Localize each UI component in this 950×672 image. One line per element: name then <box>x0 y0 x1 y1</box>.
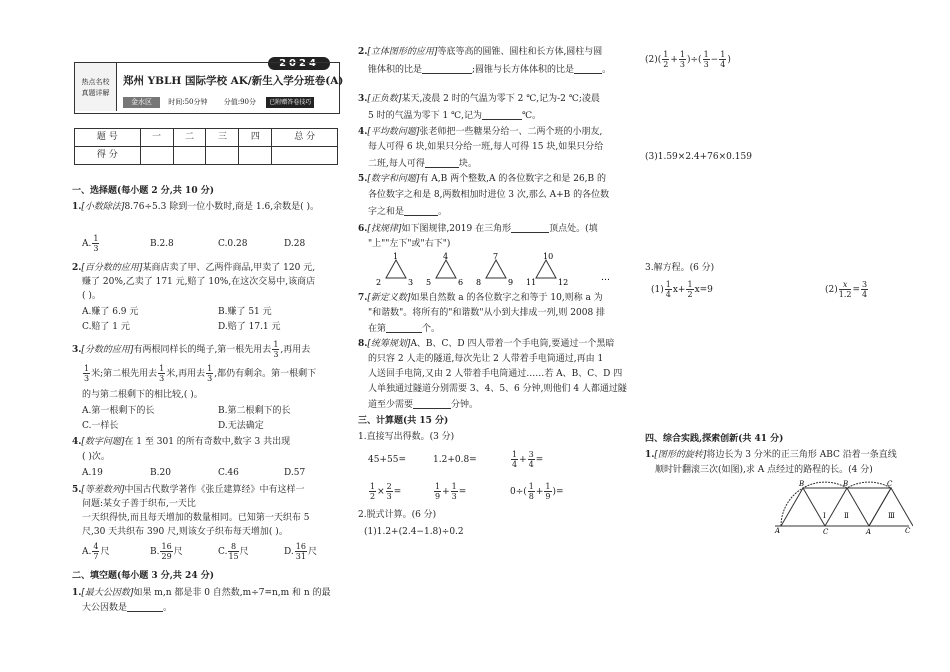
triangle-2-3 <box>825 488 891 526</box>
q-number: 5. <box>72 485 82 495</box>
answer-blank[interactable] <box>422 63 472 74</box>
q-text-line: 二班,每人可得 块。 <box>368 159 477 169</box>
score-cell[interactable] <box>173 147 206 165</box>
triangle-initial <box>781 488 825 526</box>
score-header-cell: 三 <box>206 129 239 147</box>
point-label: C <box>823 528 829 534</box>
side-line-2: 真题详解 <box>81 89 110 97</box>
pattern-ellipsis: … <box>601 273 610 283</box>
q-text: 8.76÷5.3 除到一位小数时,商是 1.6,余数是( )。 <box>124 202 319 212</box>
fill-3 <box>358 93 633 107</box>
q-text: 如下图规律,2019 在三角形 <box>401 224 512 234</box>
expression: $\frac{1}{9}$ + $\frac{1}{3}$ = <box>435 482 467 501</box>
question-1-options <box>72 234 342 254</box>
header-side-label <box>75 63 117 111</box>
q-tag: [找规律] <box>367 224 402 234</box>
pattern-number: 9 <box>508 278 514 287</box>
q-text-line: 顺时针翻滚三次(如图),求 A 点经过的路程的长。(4 分) <box>655 465 873 475</box>
answer-blank[interactable] <box>127 601 163 612</box>
q-text: 有两根同样长的绳子,第一根先用去 <box>133 345 272 355</box>
q-text-line: 人单独通过隧道分别需要 3、4、5、6 分钟,则他们 4 人都通过隧 <box>368 384 627 394</box>
q-text: 在 1 至 301 的所有奇数中,数字 3 共出现 <box>124 437 291 447</box>
option-a[interactable]: A.19 <box>82 468 103 478</box>
q-number: 8. <box>358 339 368 349</box>
q-number: 2. <box>358 47 368 57</box>
option-c[interactable]: C. $\frac{8}{15}$ 尺 <box>218 542 249 561</box>
option-c[interactable]: C.46 <box>218 468 239 478</box>
fill-6: 6.[找规律]如下图规律,2019 在三角形 顶点处。(填 <box>358 224 598 234</box>
q-tag: [分数的应用] <box>81 345 134 355</box>
answer-blank[interactable] <box>404 205 438 216</box>
q-text-line: 人送回手电筒,又由 2 人带着手电筒通过……若 A、B、C、D 四 <box>368 369 623 379</box>
pattern-triangle <box>436 260 456 278</box>
q-text: 如果 m,n 都是非 0 自然数,m÷7=n,m 和 n 的最 <box>133 588 331 598</box>
q-text-line: "上""左下"或"右下") <box>368 239 451 249</box>
q-text: ,再用去 <box>280 345 311 355</box>
option-b[interactable]: B.赚了 51 元 <box>218 307 272 317</box>
pattern-number: 5 <box>426 278 432 287</box>
q-number: 5. <box>358 174 368 184</box>
fraction: $\frac{1}{3}$ <box>93 234 99 253</box>
q-tag: [统筹规划] <box>367 339 411 349</box>
pattern-number: 10 <box>543 252 554 261</box>
q-text: 中国古代数学著作《张丘建算经》中有这样一 <box>124 485 305 495</box>
option-a[interactable]: A. $\frac{1}{3}$ <box>82 234 99 253</box>
answer-blank[interactable] <box>511 222 549 233</box>
pattern-number: 3 <box>408 278 414 287</box>
fill-2 <box>358 46 633 60</box>
fraction: $\frac{1}{3}$ <box>273 340 279 359</box>
q-number: 1. <box>72 588 82 598</box>
q-text-line: 道至少需要 分钟。 <box>368 400 479 410</box>
q-tag: [小数除法] <box>81 202 125 212</box>
question-1 <box>72 201 342 215</box>
fraction: $\frac{4}{7}$ <box>93 542 99 561</box>
q-text: A、B、C、D 四人带着一个手电筒,要通过一个黑暗 <box>410 339 615 349</box>
question-2 <box>72 262 342 276</box>
expression: (3)1.59×2.4+76×0.159 <box>645 152 752 162</box>
question-3-options-row2 <box>72 420 342 434</box>
point-label: C <box>887 480 893 488</box>
score-header-cell: 题 号 <box>75 129 141 147</box>
q-tag: [等差数列] <box>81 485 125 495</box>
calc-1-title: 1.直接写出得数。(3 分) <box>358 432 455 442</box>
score-header-cell: 四 <box>239 129 272 147</box>
option-c[interactable]: C.一样长 <box>82 421 119 431</box>
q-number: 1. <box>645 450 655 460</box>
q-tag: [立体图形的应用] <box>367 47 438 57</box>
q-text-line: ( )次。 <box>82 452 110 462</box>
point-label: A <box>775 527 781 534</box>
question-3 <box>72 340 342 359</box>
option-a[interactable]: A. $\frac{4}{7}$ 尺 <box>82 542 110 561</box>
score-header-cell: 一 <box>140 129 173 147</box>
point-label: B <box>843 480 849 488</box>
exam-title: 郑州 YBLH 国际学校 AK/新生入学分班卷(A) <box>123 75 344 87</box>
question-3-options-row1 <box>72 405 342 419</box>
score-table <box>74 128 338 165</box>
option-b[interactable]: B. $\frac{16}{29}$ 尺 <box>150 542 183 561</box>
option-b[interactable]: B.20 <box>150 468 171 478</box>
q-text-line: "和谐数"。将所有的"和谐数"从小到大排成一列,则 2008 排 <box>368 308 606 318</box>
q-number: 3. <box>72 345 82 355</box>
q-text-line: 字之和是 。 <box>368 207 448 217</box>
score-row-label: 得 分 <box>75 147 141 165</box>
q-text: 有 A,B 两个整数,A 的各位数字之和是 26,B 的 <box>419 174 607 184</box>
q-tag: [百分数的应用] <box>81 263 143 273</box>
triangle-4 <box>869 488 913 526</box>
section-2-title: 二、填空题(每小题 3 分,共 24 分) <box>72 571 214 581</box>
fill-8 <box>358 338 633 352</box>
option-d[interactable]: D.57 <box>284 468 306 478</box>
point-label: A <box>866 528 872 534</box>
q-tag: [图形的旋转] <box>654 450 707 460</box>
score-cell[interactable] <box>272 147 338 165</box>
q-tag: [数字问题] <box>81 437 125 447</box>
answer-blank[interactable] <box>482 109 522 120</box>
expression: 45+55= <box>368 455 406 465</box>
q-text-line: 的与第二根剩下的相比较,( )。 <box>82 390 203 400</box>
year-badge: 2024 <box>268 57 330 70</box>
section-3-title: 三、计算题(共 15 分) <box>358 416 449 426</box>
equation-1: (1) $\frac{1}{4}$ x+ $\frac{1}{2}$ x=9 <box>651 280 713 299</box>
q-number: 7. <box>358 293 368 303</box>
pattern-number: 4 <box>443 252 449 261</box>
calc-3-title: 3.解方程。(6 分) <box>645 263 715 273</box>
side-line-1: 热点名校 <box>81 78 110 86</box>
score-header-cell: 总 分 <box>272 129 338 147</box>
question-4-options <box>72 467 342 481</box>
question-4 <box>72 436 342 450</box>
q-number: 1. <box>72 202 82 212</box>
score-label: 分值:90分 <box>223 98 256 106</box>
answer-blank[interactable] <box>574 63 602 74</box>
q-text-line: 一天织得快,而且每天增加的数量相同。已知第一天织布 5 <box>82 513 310 523</box>
q-tag: [数字和问题] <box>367 174 420 184</box>
triangle-1 <box>803 488 847 526</box>
rolling-triangle-figure <box>773 478 913 534</box>
q-text: 某商店卖了甲、乙两件商品,甲卖了 120 元, <box>142 263 316 273</box>
q-text-line: 赚了 20%,乙卖了 171 元,赔了 10%,在这次交易中,该商店 <box>82 277 316 287</box>
option-b[interactable]: B.第二根剩下的长 <box>218 406 291 416</box>
calc-row-1 <box>358 450 633 474</box>
expression: $\frac{1}{2}$ × $\frac{2}{3}$ = <box>370 482 402 501</box>
q-number: 4. <box>358 127 368 137</box>
answer-blank[interactable] <box>413 398 451 409</box>
fraction: $\frac{1}{3}$ <box>207 364 213 383</box>
q-number: 3. <box>358 94 368 104</box>
answer-blank[interactable] <box>425 157 459 168</box>
point-label: B <box>799 480 805 488</box>
q-text-line: 大公因数是 。 <box>82 603 173 613</box>
pattern-number: 6 <box>458 278 464 287</box>
q-text-line: 锥体积的比是 ;圆锥与长方体体积的比是 。 <box>368 65 612 75</box>
expression: $\frac{1}{4}$ + $\frac{3}{4}$ = <box>512 450 544 469</box>
pattern-number: 1 <box>393 252 399 261</box>
q-text-line: 的只容 2 人走的隧道,每次先让 2 人带着手电筒通过,再由 1 <box>368 354 604 364</box>
fraction: $\frac{16}{31}$ <box>295 542 306 561</box>
pattern-number: 7 <box>493 252 499 261</box>
pattern-triangle <box>386 260 406 278</box>
q-text-line: 5 时的气温为零下 1 ℃,记为 ℃。 <box>368 111 542 121</box>
fraction: $\frac{16}{29}$ <box>161 542 172 561</box>
q-text: 如果自然数 a 的各位数字之和等于 10,则称 a 为 <box>410 293 603 303</box>
q-text: 等底等高的圆锥、圆柱和长方体,圆柱与圆 <box>437 47 603 57</box>
q-text-line: 各位数字之和是 8,两数相加时进位 3 次,那么 A+B 的各位数 <box>368 190 610 200</box>
pattern-triangle <box>536 260 556 278</box>
roll-step-label: Ⅱ <box>844 512 849 520</box>
q-text-line: 在第 个。 <box>368 324 441 334</box>
fill-7 <box>358 292 633 306</box>
triangle-pattern-figure <box>376 252 616 288</box>
score-table-score-row <box>75 147 338 165</box>
question-5 <box>72 484 342 498</box>
score-cell[interactable] <box>140 147 173 165</box>
option-b[interactable]: B.2.8 <box>150 239 174 249</box>
calc-2-title: 2.脱式计算。(6 分) <box>358 510 437 520</box>
pattern-number: 8 <box>476 278 482 287</box>
q-text-line: 问题:某女子善于织布,一天比 <box>82 499 196 509</box>
q-tag: [平均数问题] <box>367 127 420 137</box>
expression: (2)( $\frac{1}{2}$ + $\frac{1}{3}$ )÷( $\frac{1}{3}$ − $\frac{1}{4}$ ) <box>645 50 731 69</box>
equation-2: (2) $\frac{x}{1.2}$ = $\frac{3}{4}$ <box>825 280 868 299</box>
district-tag: 金水区 <box>123 97 160 108</box>
q-tag: [正负数] <box>367 94 402 104</box>
option-d[interactable]: D.28 <box>284 239 306 249</box>
roll-step-label: Ⅲ <box>888 512 895 520</box>
calc-row-2 <box>358 482 633 506</box>
point-label: C <box>905 527 911 534</box>
q-number: 2. <box>72 263 82 273</box>
q-number: 6. <box>358 224 368 234</box>
q-text: 张老师把一些糖果分给一、二两个班的小朋友, <box>419 127 603 137</box>
option-a[interactable]: A.赚了 6.9 元 <box>82 307 139 317</box>
option-c[interactable]: C.0.28 <box>218 239 248 249</box>
q-text-line: $\frac{1}{3}$ 米;第二根先用去 $\frac{1}{3}$ 米,再用去 $\frac{1}{3}$ ,都仍有剩余。第一根剩下 <box>84 364 317 383</box>
time-label: 时间:50分钟 <box>168 98 208 106</box>
option-d[interactable]: D. $\frac{16}{31}$ 尺 <box>284 542 317 561</box>
q-tag: [最大公因数] <box>81 588 134 598</box>
q-text-line: 尺,30 天共织布 390 尺,则该女子织布每天增加( )。 <box>82 527 288 537</box>
q-text: 将边长为 3 分米的正三角形 ABC 沿着一条直线 <box>706 450 897 460</box>
section-1-title: 一、选择题(每小题 2 分,共 10 分) <box>72 186 214 196</box>
question-2-options-row2 <box>72 321 342 335</box>
expression: 1.2+0.8= <box>433 455 477 465</box>
bonus-stamp: 已附赠答卷技巧 <box>266 97 314 108</box>
question-2-options-row1 <box>72 306 342 320</box>
fraction: $\frac{8}{15}$ <box>228 542 239 561</box>
q-number: 4. <box>72 437 82 447</box>
fill-5 <box>358 173 633 187</box>
roll-step-label: Ⅰ <box>823 512 826 520</box>
q-text-line: ( )。 <box>82 291 101 301</box>
problem-1 <box>645 449 915 463</box>
option-c[interactable]: C.赔了 1 元 <box>82 322 130 332</box>
section-4-title: 四、综合实践,探索创新(共 41 分) <box>645 434 784 444</box>
score-table-header-row <box>75 129 338 147</box>
pattern-number: 11 <box>526 278 537 287</box>
fraction: $\frac{1}{3}$ <box>84 364 90 383</box>
score-header-cell: 二 <box>173 129 206 147</box>
fraction: $\frac{1}{3}$ <box>159 364 165 383</box>
score-cell[interactable] <box>239 147 272 165</box>
pattern-number: 12 <box>558 278 569 287</box>
q-text: 某天,凌晨 2 时的气温为零下 2 ℃,记为-2 ℃;凌晨 <box>401 94 600 104</box>
question-5-options <box>72 542 342 564</box>
pattern-triangle <box>486 260 506 278</box>
expression: (1)1.2+(2.4−1.8)÷0.2 <box>364 527 464 537</box>
option-d[interactable]: D.赔了 17.1 元 <box>218 322 281 332</box>
expression: 0÷( $\frac{1}{8}$ + $\frac{1}{9}$ )= <box>510 482 564 501</box>
q-tag: [新定义数] <box>367 293 411 303</box>
exam-header-box <box>74 62 344 114</box>
answer-blank[interactable] <box>386 322 422 333</box>
exam-info-bar <box>123 97 338 108</box>
q-text-line: 每人可得 6 块,如果只分给一班,每人可得 15 块,如果只分给 <box>368 142 604 152</box>
score-cell[interactable] <box>206 147 239 165</box>
equation-row <box>645 280 915 304</box>
fill-1 <box>72 587 342 601</box>
fill-4 <box>358 126 633 140</box>
pattern-number: 2 <box>376 278 382 287</box>
rolling-arc-path <box>781 482 891 526</box>
option-d[interactable]: D.无法确定 <box>218 421 264 431</box>
option-a[interactable]: A.第一根剩下的长 <box>82 406 155 416</box>
